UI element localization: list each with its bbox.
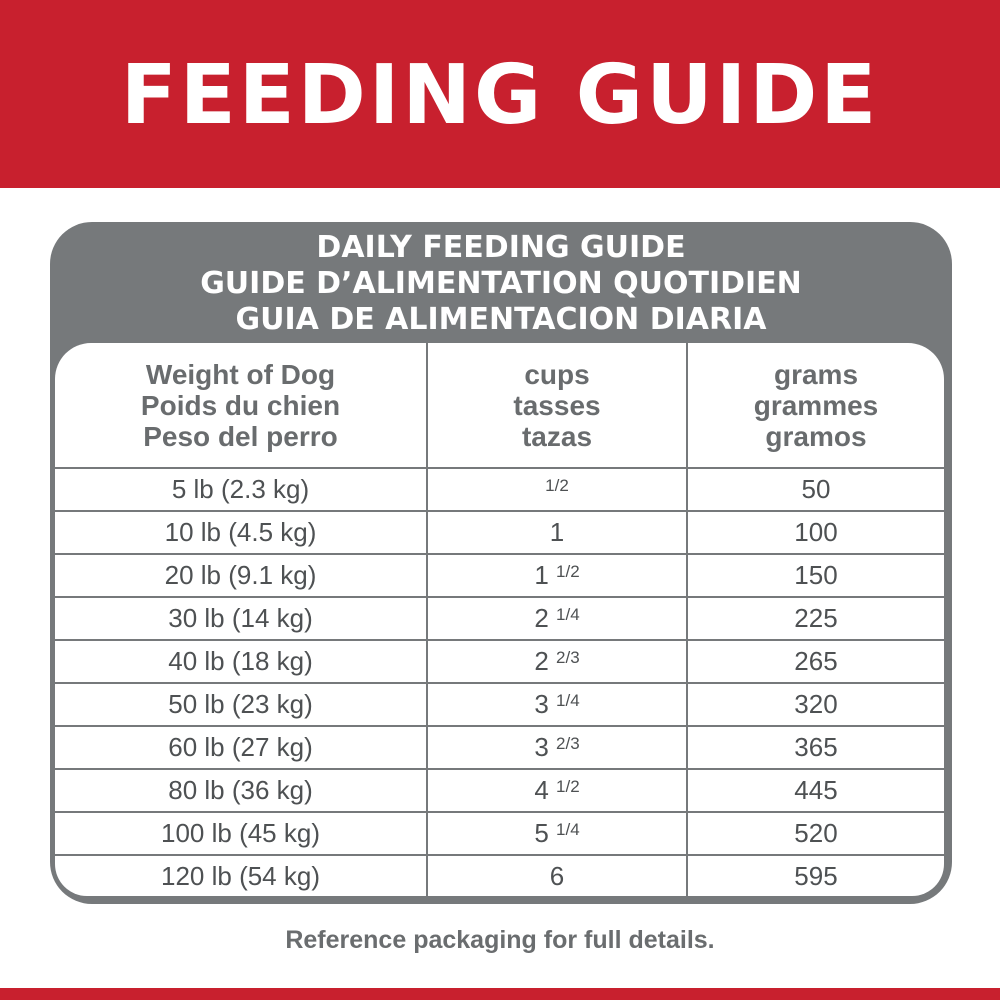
header-cups	[428, 343, 686, 467]
cups-cell	[428, 684, 686, 725]
header-weight-fr: Poids du chien	[140, 389, 341, 421]
table-row	[55, 811, 944, 854]
grams-cell: 320	[794, 689, 838, 719]
cups-fraction: 1/4	[556, 604, 580, 624]
grams-cell: 265	[794, 646, 838, 676]
cups-cell	[428, 598, 686, 639]
weight-cell: 40 lb (18 kg)	[168, 646, 313, 676]
footnote: Reference packaging for full details.	[285, 926, 715, 954]
cups-cell	[428, 641, 686, 682]
cups-whole: 1	[534, 560, 549, 590]
cups-fraction: 1/2	[545, 475, 569, 495]
header-weight-en: Weight of Dog	[145, 358, 336, 390]
bottom-bar	[0, 988, 1000, 1000]
feeding-table	[55, 343, 944, 896]
header-grams	[688, 343, 944, 467]
weight-cell: 50 lb (23 kg)	[168, 689, 313, 719]
card-title-french: GUIDE D’ALIMENTATION QUOTIDIEN	[200, 266, 802, 301]
cups-cell	[428, 856, 686, 896]
cups-fraction: 1/4	[556, 819, 580, 839]
card-title	[50, 230, 952, 338]
title-banner	[0, 0, 1000, 188]
table-row	[55, 639, 944, 682]
cups-whole: 1	[549, 517, 565, 547]
cups-cell	[428, 727, 686, 768]
cups-whole: 3	[534, 732, 549, 762]
cups-whole: 6	[549, 861, 565, 891]
weight-cell: 60 lb (27 kg)	[168, 732, 313, 762]
cups-whole: 2	[534, 603, 549, 633]
daily-feeding-card	[50, 222, 952, 904]
cups-cell	[428, 813, 686, 854]
header-grams-es: gramos	[765, 420, 867, 452]
cups-whole: 2	[534, 646, 549, 676]
weight-cell: 10 lb (4.5 kg)	[164, 517, 317, 547]
cups-whole: 5	[534, 818, 549, 848]
table-row	[55, 682, 944, 725]
cups-cell	[428, 512, 686, 553]
grams-cell: 50	[801, 474, 831, 504]
table-row	[55, 467, 944, 510]
weight-cell: 5 lb (2.3 kg)	[171, 474, 310, 504]
cups-cell	[428, 770, 686, 811]
table-row	[55, 510, 944, 553]
card-title-spanish: GUIA DE ALIMENTACION DIARIA	[235, 302, 767, 337]
table-row	[55, 596, 944, 639]
grams-cell: 520	[794, 818, 838, 848]
cups-cell	[428, 555, 686, 596]
cups-fraction: 1/2	[556, 561, 580, 581]
grams-cell: 445	[794, 775, 838, 805]
cups-fraction: 2/3	[556, 647, 580, 667]
weight-cell: 80 lb (36 kg)	[168, 775, 313, 805]
cups-whole: 4	[534, 775, 549, 805]
weight-cell: 120 lb (54 kg)	[161, 861, 320, 891]
grams-cell: 225	[794, 603, 838, 633]
weight-cell: 100 lb (45 kg)	[161, 818, 320, 848]
cups-whole: 3	[534, 689, 549, 719]
header-weight-es: Peso del perro	[143, 420, 338, 452]
card-title-english: DAILY FEEDING GUIDE	[316, 230, 686, 265]
banner-title: FEEDING GUIDE	[120, 48, 880, 143]
header-grams-en: grams	[773, 358, 859, 390]
grams-cell: 150	[794, 560, 838, 590]
header-cups-fr: tasses	[513, 389, 601, 421]
table-row	[55, 854, 944, 896]
cups-fraction: 1/2	[556, 776, 580, 796]
header-weight	[55, 343, 426, 467]
table-row	[55, 725, 944, 768]
weight-cell: 30 lb (14 kg)	[168, 603, 313, 633]
grams-cell: 365	[794, 732, 838, 762]
grams-cell: 100	[794, 517, 838, 547]
cups-cell	[428, 469, 686, 510]
cups-fraction: 1/4	[556, 690, 580, 710]
header-grams-fr: grammes	[753, 389, 879, 421]
cups-fraction: 2/3	[556, 733, 580, 753]
grams-cell: 595	[794, 861, 838, 891]
header-cups-es: tazas	[521, 420, 593, 452]
weight-cell: 20 lb (9.1 kg)	[164, 560, 317, 590]
table-row	[55, 553, 944, 596]
table-row	[55, 768, 944, 811]
header-cups-en: cups	[524, 358, 590, 390]
